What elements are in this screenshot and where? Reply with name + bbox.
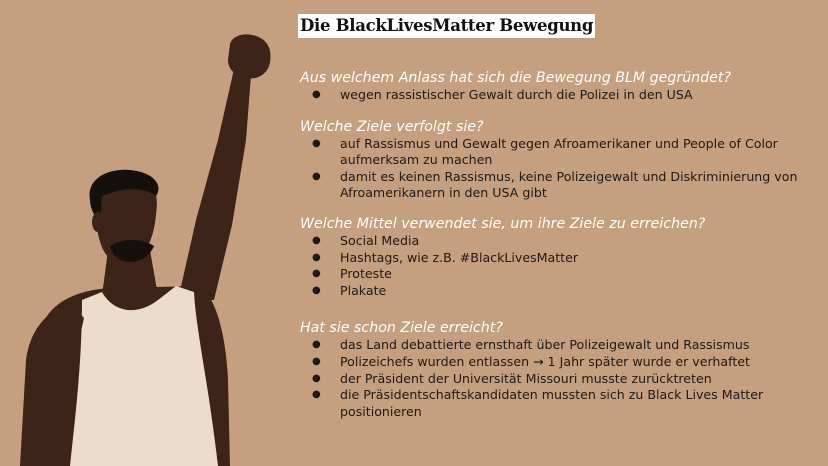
list-item: ● das Land debattierte ernsthaft über Polizeigewalt und Rassismus <box>312 337 750 353</box>
answer-list <box>300 87 810 104</box>
bullet-icon: ● <box>312 251 321 263</box>
list-item: ● Hashtags, wie z.B. #BlackLivesMatter <box>312 249 579 265</box>
list-item: ● der Präsident der Universität Missouri musste zurücktreten <box>312 370 712 386</box>
section-ziele <box>300 119 810 202</box>
answer-list <box>300 233 810 299</box>
list-item: ● Polizeichefs wurden entlassen → 1 Jahr später wurde er verhaftet <box>312 353 750 369</box>
answer-list <box>300 136 810 202</box>
section-mittel <box>300 216 810 299</box>
tank-top <box>70 286 218 466</box>
ear <box>92 212 104 232</box>
bullet-icon: ● <box>312 89 321 100</box>
answer-list <box>300 337 810 420</box>
bullet-icon: ● <box>312 268 321 280</box>
question-heading: Hat sie schon Ziele erreicht? <box>300 320 503 337</box>
list-item: ● damit es keinen Rassismus, keine Polizeigewalt und Diskriminierung von Afroamerikanern in den USA gibt <box>312 168 798 201</box>
bullet-icon: ● <box>312 372 321 384</box>
bullet-icon: ● <box>312 137 321 149</box>
bullet-icon: ● <box>312 284 321 296</box>
list-item: ● Social Media <box>312 232 420 248</box>
bullet-icon: ● <box>312 234 321 246</box>
list-item: ● auf Rassismus und Gewalt gegen Afroamerikaner und People of Color aufmerksam zu machen <box>312 135 778 168</box>
bullet-icon: ● <box>312 355 321 367</box>
question-heading: Welche Ziele verfolgt sie? <box>300 118 484 135</box>
bullet-icon: ● <box>312 389 321 401</box>
question-heading: Welche Mittel verwendet sie, um ihre Ziele zu erreichen? <box>300 215 706 232</box>
list-item: ● Proteste <box>312 266 392 282</box>
raised-fist <box>228 34 270 78</box>
section-anlass <box>300 70 810 104</box>
raised-fist-person-illustration <box>0 0 300 466</box>
page-title: Die BlackLivesMatter Bewegung <box>298 14 595 38</box>
qa-content <box>300 70 810 420</box>
question-heading: Aus welchem Anlass hat sich die Bewegung BLM gegründet? <box>300 70 732 86</box>
list-item: ● die Präsidentschaftskandidaten mussten sich zu Black Lives Matter positionieren <box>312 387 764 419</box>
raised-arm <box>178 60 252 300</box>
list-item: ● Plakate <box>312 282 387 298</box>
bullet-icon: ● <box>312 170 321 182</box>
list-item: ● wegen rassistischer Gewalt durch die Polizei in den USA <box>312 87 693 102</box>
bullet-icon: ● <box>312 339 321 351</box>
section-erfolge <box>300 320 810 420</box>
